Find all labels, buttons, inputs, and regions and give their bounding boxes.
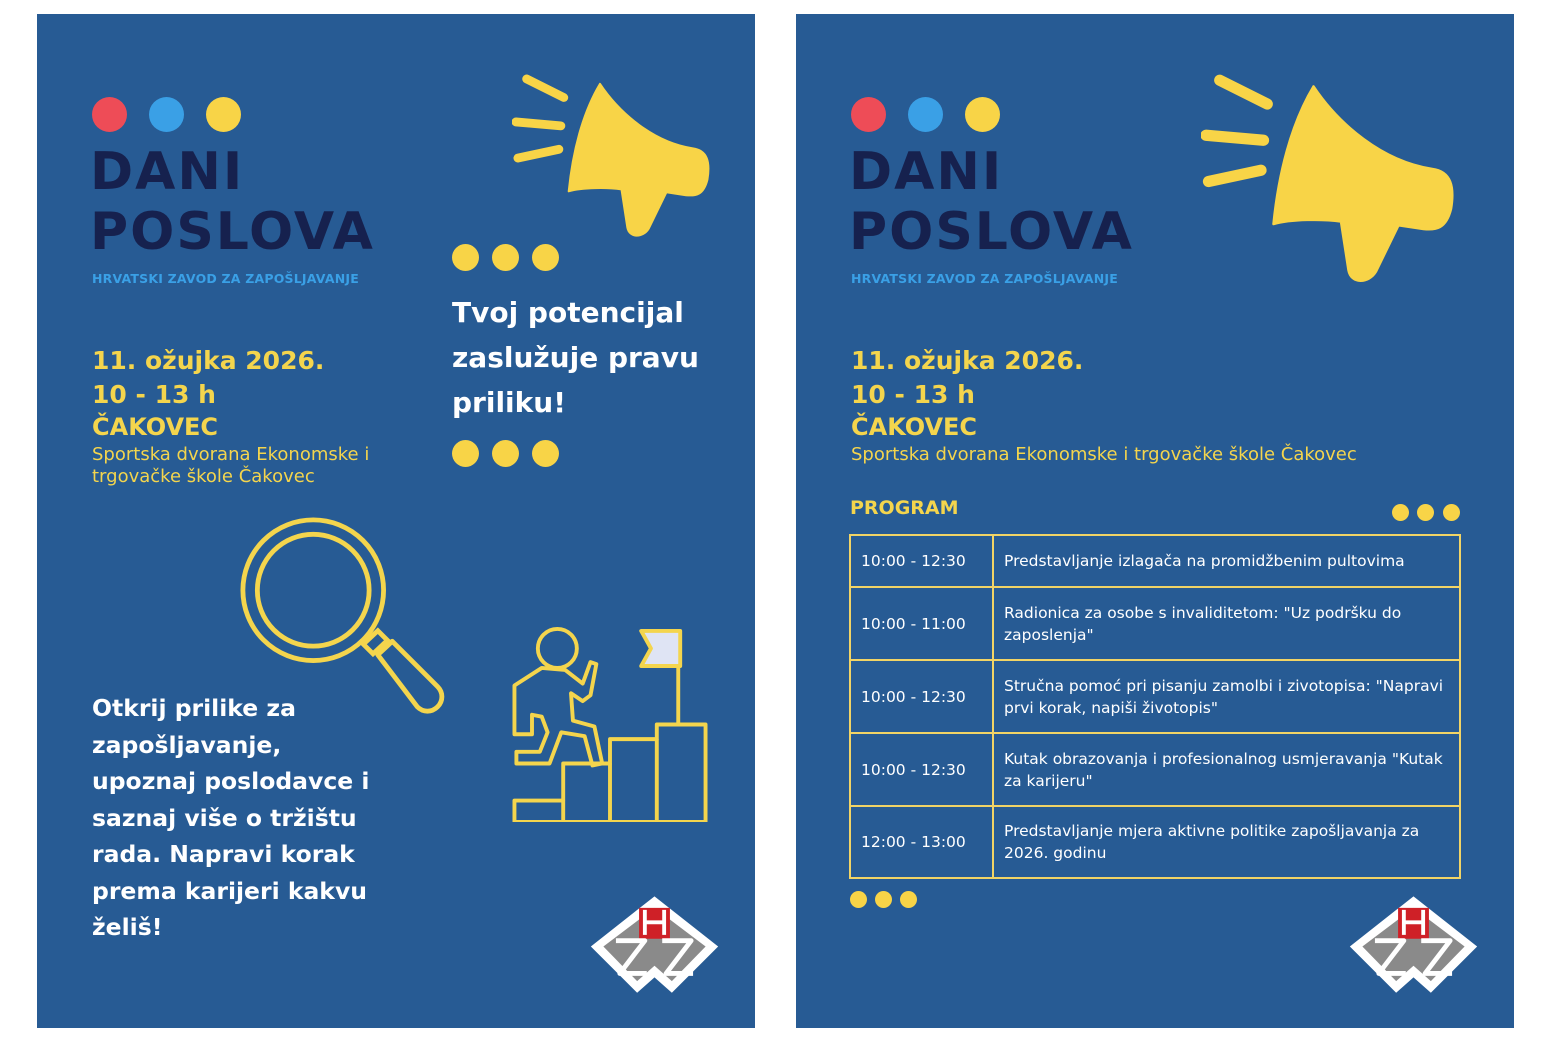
program-activity: Stručna pomoć pri pisanju zamolbi i zivotopisa: "Napravi prvi korak, napiši životopis" bbox=[993, 660, 1460, 733]
yellow-dot bbox=[532, 440, 559, 467]
event-venue: Sportska dvorana Ekonomske i trgovačke škole Čakovec bbox=[851, 444, 1357, 465]
yellow-dot bbox=[532, 244, 559, 271]
yellow-dot bbox=[1392, 504, 1409, 521]
yellow-dot bbox=[452, 440, 479, 467]
yellow-dot bbox=[1443, 504, 1460, 521]
title-line-2: POSLOVA bbox=[849, 202, 1134, 262]
yellow-dot bbox=[850, 891, 867, 908]
event-city: ČAKOVEC bbox=[92, 413, 219, 441]
table-row bbox=[850, 587, 1460, 660]
organization-name: HRVATSKI ZAVOD ZA ZAPOŠLJAVANJE bbox=[92, 271, 359, 286]
table-row bbox=[850, 806, 1460, 878]
stairs-climber-icon bbox=[508, 627, 712, 822]
event-time: 10 - 13 h bbox=[851, 380, 975, 409]
yellow-dot bbox=[1417, 504, 1434, 521]
event-date: 11. ožujka 2026. bbox=[851, 346, 1084, 375]
hzz-logo-icon bbox=[1346, 892, 1481, 999]
program-table bbox=[849, 534, 1461, 879]
program-time: 10:00 - 12:30 bbox=[850, 535, 993, 587]
yellow-dot bbox=[875, 891, 892, 908]
poster-right bbox=[796, 14, 1514, 1028]
program-time: 12:00 - 13:00 bbox=[850, 806, 993, 878]
organization-name: HRVATSKI ZAVOD ZA ZAPOŠLJAVANJE bbox=[851, 271, 1118, 286]
program-time: 10:00 - 12:30 bbox=[850, 733, 993, 806]
blue-dot bbox=[908, 97, 943, 132]
yellow-dot bbox=[900, 891, 917, 908]
yellow-dot bbox=[965, 97, 1000, 132]
table-row bbox=[850, 660, 1460, 733]
blue-dot bbox=[149, 97, 184, 132]
program-activity: Predstavljanje izlagača na promidžbenim pultovima bbox=[993, 535, 1460, 587]
megaphone-icon bbox=[512, 74, 727, 250]
title-line-1: DANI bbox=[90, 142, 245, 202]
yellow-dot bbox=[206, 97, 241, 132]
hzz-logo-icon bbox=[587, 892, 722, 999]
event-date: 11. ožujka 2026. bbox=[92, 346, 325, 375]
program-activity: Predstavljanje mjera aktivne politike zapošljavanja za 2026. godinu bbox=[993, 806, 1460, 878]
program-activity: Radionica za osobe s invaliditetom: "Uz podršku do zaposlenja" bbox=[993, 587, 1460, 660]
program-time: 10:00 - 12:30 bbox=[850, 660, 993, 733]
title-line-1: DANI bbox=[849, 142, 1004, 202]
body-text: Otkrij prilike za zapošljavanje, upoznaj poslodavce i saznaj više o tržištu rada. Napravi korak prema karijeri kakvu želiš! bbox=[92, 694, 370, 941]
red-dot bbox=[851, 97, 886, 132]
megaphone-icon bbox=[1201, 74, 1476, 299]
title-line-2: POSLOVA bbox=[90, 202, 375, 262]
poster-left bbox=[37, 14, 755, 1028]
event-venue: Sportska dvorana Ekonomske i trgovačke škole Čakovec bbox=[92, 444, 370, 487]
event-title bbox=[90, 142, 375, 262]
table-row bbox=[850, 733, 1460, 806]
yellow-dot bbox=[492, 244, 519, 271]
headline: Tvoj potencijal zaslužuje pravu priliku! bbox=[452, 296, 699, 419]
program-activity: Kutak obrazovanja i profesionalnog usmjeravanja "Kutak za karijeru" bbox=[993, 733, 1460, 806]
event-city: ČAKOVEC bbox=[851, 413, 978, 441]
event-title bbox=[849, 142, 1134, 262]
table-row bbox=[850, 535, 1460, 587]
red-dot bbox=[92, 97, 127, 132]
yellow-dot bbox=[492, 440, 519, 467]
yellow-dot bbox=[452, 244, 479, 271]
event-time: 10 - 13 h bbox=[92, 380, 216, 409]
program-time: 10:00 - 11:00 bbox=[850, 587, 993, 660]
program-heading: PROGRAM bbox=[850, 497, 959, 519]
